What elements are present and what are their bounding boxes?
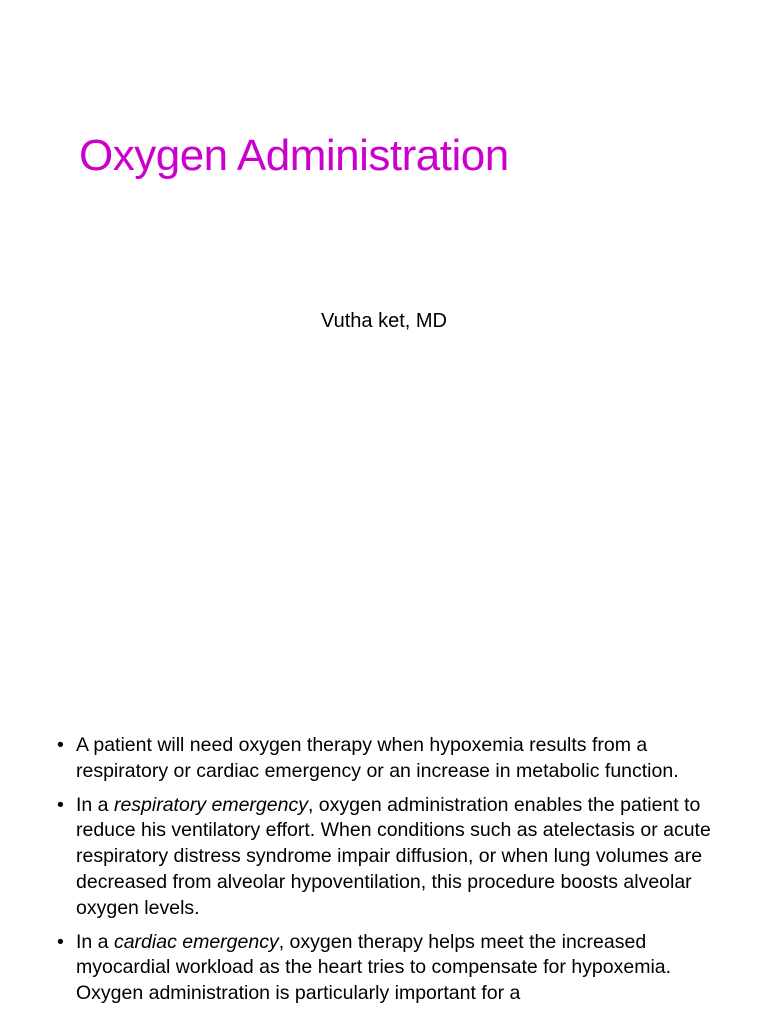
slide-author: Vutha ket, MD <box>321 310 447 332</box>
slide-title: Oxygen Administration <box>79 131 509 180</box>
bullet-marker: • <box>57 734 64 756</box>
bullet-item-cardiac-emergency <box>57 930 737 1007</box>
bullet-text: A patient will need oxygen therapy when hypoxemia results from a respiratory or cardiac emergency or an increase in metabolic function. <box>76 734 679 782</box>
bullet-text-prefix: In a <box>76 930 114 953</box>
bullet-item-respiratory-emergency <box>57 793 737 922</box>
bullet-emphasis: respiratory emergency <box>113 793 308 816</box>
bullet-marker: • <box>57 793 64 816</box>
bullet-text-prefix: In a <box>76 793 114 816</box>
bullet-list <box>57 733 737 1015</box>
bullet-marker: • <box>57 930 64 953</box>
bullet-emphasis: cardiac emergency <box>113 930 279 953</box>
bullet-text-rest: , oxygen therapy helps meet the increased myocardial workload as the heart tries to compensate for hypoxemia. Oxygen administration is particularly important for a <box>76 930 672 1005</box>
bullet-text-rest: , oxygen administration enables the patient to reduce his ventilatory effort. When conditions such as atelectasis or acute respiratory distress syndrome impair diffusion, or when lung volumes are decreased from alveolar hypoventilation, this procedure boosts alveolar oxygen levels. <box>76 793 711 919</box>
bullet-item-hypoxemia <box>57 733 737 785</box>
